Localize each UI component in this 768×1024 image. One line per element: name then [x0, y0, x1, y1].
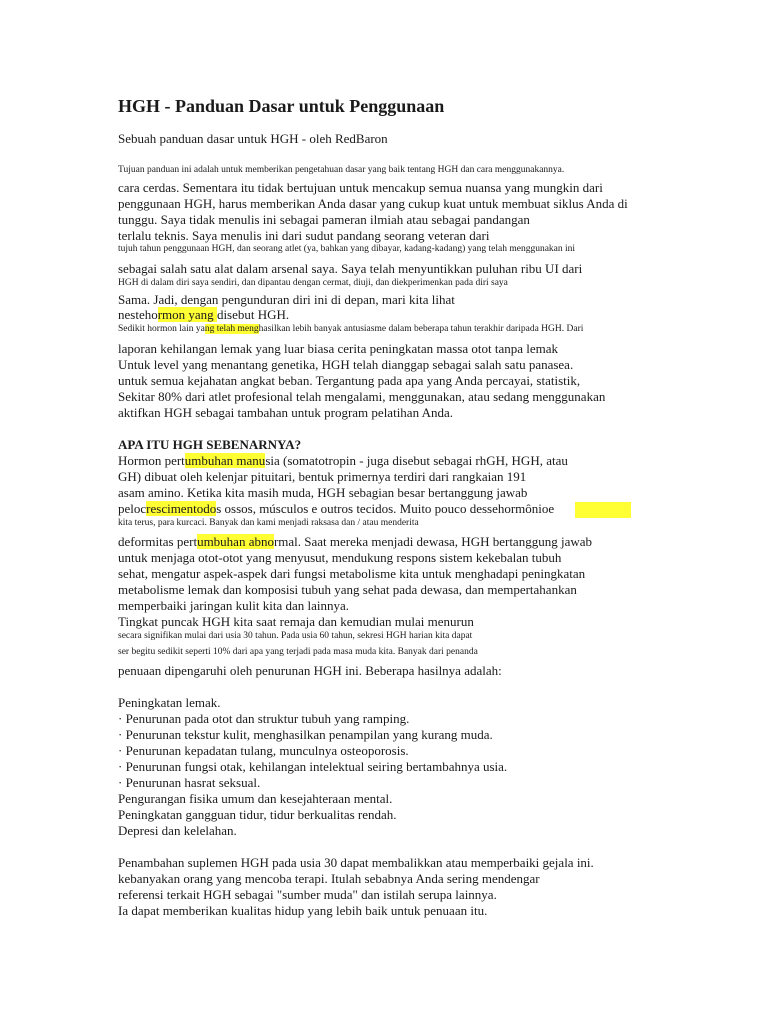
intro-line-6: tujuh tahun penggunaan HGH, dan seorang atlet (ya, bahkan yang dibayar, kadang-kadang) yang telah menggunakan ini: [118, 244, 576, 254]
intro-line-3: penggunaan HGH, harus memberikan Anda dasar yang cukup kuat untuk membuat siklus Anda di: [118, 196, 628, 211]
highlighted-text: rmon yang: [157, 307, 217, 322]
section-line-8: sehat, mengatur aspek-aspek dari fungsi metabolisme kita untuk menghadapi peningkatan: [118, 566, 586, 581]
intro-line-11: [118, 325, 583, 335]
intro-line-5: terlalu teknis. Saya menulis ini dari sudut pandang seorang veteran dari: [118, 228, 490, 243]
effect-item: · Penurunan hasrat seksual.: [118, 775, 261, 790]
text-run: hasilkan lebih banyak antusiasme dalam beberapa tahun terakhir daripada HGH. Dari: [258, 324, 584, 334]
text-run: sia (somatotropin - juga disebut sebagai rhGH, HGH, atau: [265, 453, 568, 468]
closing-line-1: Penambahan suplemen HGH pada usia 30 dapat membalikkan atau memperbaiki gejala ini.: [118, 855, 594, 870]
section-line-6: [118, 535, 592, 548]
intro-line-15: Sekitar 80% dari atlet profesional telah mengalami, menggunakan, atau sedang menggunakan: [118, 389, 606, 404]
highlighted-text: rescimentodo: [146, 501, 217, 516]
text-run: Sedikit hormon lain ya: [118, 324, 205, 334]
highlighted-text: umbuhan manu: [184, 453, 266, 468]
highlighted-text: ng telah meng: [204, 324, 259, 334]
section-line-11: Tingkat puncak HGH kita saat remaja dan kemudian mulai menurun: [118, 614, 474, 629]
text-run: nesteho: [118, 307, 158, 322]
text-run: deformitas pert: [118, 534, 198, 549]
section-line-3: asam amino. Ketika kita masih muda, HGH sebagian besar bertanggung jawab: [118, 485, 528, 500]
intro-line-13: Untuk level yang menantang genetika, HGH telah dianggap sebagai salah satu panasea.: [118, 357, 574, 372]
text-run: Hormon pert: [118, 453, 185, 468]
text-run: disebut HGH.: [216, 307, 290, 322]
text-run: peloc: [118, 501, 147, 516]
closing-line-4: Ia dapat memberikan kualitas hidup yang lebih baik untuk penuaan itu.: [118, 903, 488, 918]
effect-item: Peningkatan gangguan tidur, tidur berkualitas rendah.: [118, 807, 397, 822]
intro-line-12: laporan kehilangan lemak yang luar biasa cerita peningkatan massa otot tanpa lemak: [118, 341, 559, 356]
effect-item: · Penurunan pada otot dan struktur tubuh yang ramping.: [118, 711, 410, 726]
section-line-9: metabolisme lemak dan komposisi tubuh yang sehat pada dewasa, dan mempertahankan: [118, 582, 577, 597]
section-line-5: kita terus, para kurcaci. Banyak dan kami menjadi raksasa dan / atau menderita: [118, 518, 419, 528]
section-line-4: [118, 502, 554, 515]
section-line-12: secara signifikan mulai dari usia 30 tahun. Pada usia 60 tahun, sekresi HGH harian kita dapat: [118, 631, 473, 641]
intro-line-4: tunggu. Saya tidak menulis ini sebagai pameran ilmiah atau sebagai pandangan: [118, 212, 530, 227]
effect-item: Depresi dan kelelahan.: [118, 823, 237, 838]
section-line-10: memperbaiki jaringan kulit kita dan lainnya.: [118, 598, 350, 613]
section-line-2: GH) dibuat oleh kelenjar pituitari, bentuk primernya terdiri dari rangkaian 191: [118, 469, 527, 484]
section-line-14: penuaan dipengaruhi oleh penurunan HGH ini. Beberapa hasilnya adalah:: [118, 663, 502, 678]
closing-line-2: kebanyakan orang yang mencoba terapi. Itulah sebabnya Anda sering mendengar: [118, 871, 540, 886]
text-run: rmal. Saat mereka menjadi dewasa, HGH bertanggung jawab: [273, 534, 592, 549]
effect-item: · Penurunan kepadatan tulang, munculnya osteoporosis.: [118, 743, 409, 758]
section-heading: APA ITU HGH SEBENARNYA?: [118, 437, 302, 452]
highlighted-text: umbuhan abno: [197, 534, 274, 549]
section-line-7: untuk menjaga otot-otot yang menyusut, mendukung respons sistem kekebalan tubuh: [118, 550, 562, 565]
intro-line-2: cara cerdas. Sementara itu tidak bertujuan untuk mencakup semua nuansa yang mungkin dari: [118, 180, 603, 195]
intro-line-14: untuk semua kejahatan angkat beban. Tergantung pada apa yang Anda percayai, statistik,: [118, 373, 581, 388]
effect-item: Pengurangan fisika umum dan kesejahteraan mental.: [118, 791, 393, 806]
intro-line-1: Tujuan panduan ini adalah untuk memberikan pengetahuan dasar yang baik tentang HGH dan cara menggunakannya.: [118, 165, 565, 175]
document-subtitle: Sebuah panduan dasar untuk HGH - oleh RedBaron: [118, 131, 388, 146]
effect-item: Peningkatan lemak.: [118, 695, 221, 710]
highlight-block: [575, 502, 631, 518]
intro-line-7: sebagai salah satu alat dalam arsenal saya. Saya telah menyuntikkan puluhan ribu UI dari: [118, 261, 583, 276]
intro-line-8: HGH di dalam diri saya sendiri, dan dipantau dengan cermat, diuji, dan diekperimenkan pada diri saya: [118, 278, 508, 288]
effect-item: · Penurunan fungsi otak, kehilangan intelektual seiring bertambahnya usia.: [118, 759, 508, 774]
intro-line-9: Sama. Jadi, dengan pengunduran diri ini di depan, mari kita lihat: [118, 292, 455, 307]
closing-line-3: referensi terkait HGH sebagai "sumber muda" dan istilah serupa lainnya.: [118, 887, 497, 902]
section-line-13: ser begitu sedikit seperti 10% dari apa yang terjadi pada masa muda kita. Banyak dari penanda: [118, 647, 478, 657]
section-line-1: [118, 454, 568, 467]
document-title: HGH - Panduan Dasar untuk Penggunaan: [118, 96, 445, 116]
intro-line-16: aktifkan HGH sebagai tambahan untuk program pelatihan Anda.: [118, 405, 454, 420]
intro-line-10: [118, 308, 289, 321]
text-run: s ossos, músculos e outros tecidos. Muito pouco dessehormônioe: [216, 501, 555, 516]
effect-item: · Penurunan tekstur kulit, menghasilkan penampilan yang kurang muda.: [118, 727, 493, 742]
